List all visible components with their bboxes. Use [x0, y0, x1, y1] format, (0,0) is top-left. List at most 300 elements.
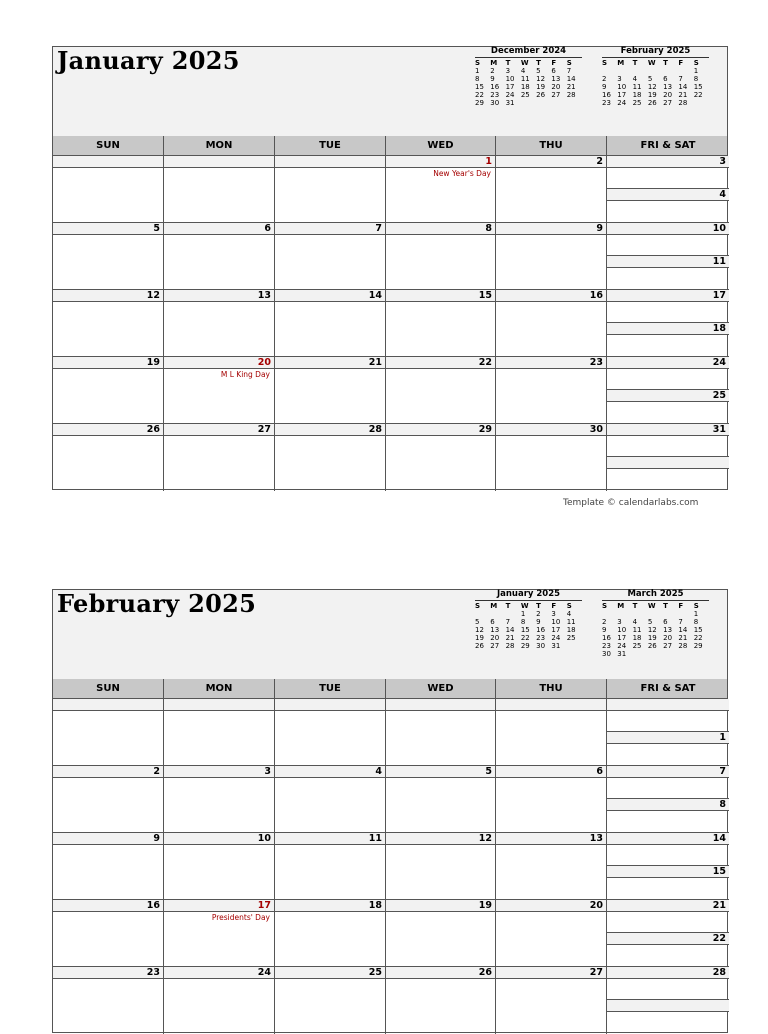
- mini-weekday: S: [693, 602, 699, 610]
- mini-day: 19: [475, 634, 484, 642]
- mini-weekday-row: [602, 59, 709, 67]
- day-number: 15: [386, 290, 495, 302]
- mini-day: [648, 650, 663, 658]
- day-number: [164, 156, 274, 168]
- mini-day: 12: [536, 75, 546, 83]
- saturday-cell[interactable]: [607, 189, 729, 223]
- mini-day: 8: [693, 618, 699, 626]
- mini-weekday: M: [617, 59, 625, 67]
- holiday-name: New Year's Day: [433, 169, 491, 178]
- mini-day: 21: [678, 91, 688, 99]
- day-number: 1: [386, 156, 495, 168]
- mini-day: 11: [632, 626, 642, 634]
- mini-day: 16: [602, 634, 611, 642]
- mini-weekday: S: [566, 59, 572, 67]
- mini-weekday: T: [663, 602, 668, 610]
- day-number: 28: [607, 967, 729, 979]
- mini-day: 1: [475, 67, 480, 75]
- mini-week-row: [475, 642, 582, 650]
- mini-day: [648, 67, 663, 75]
- weekday-header-sun: SUN: [53, 136, 164, 155]
- mini-day: 24: [617, 642, 627, 650]
- saturday-cell[interactable]: [607, 799, 729, 833]
- mini-day: [663, 610, 678, 618]
- day-number: 21: [607, 900, 729, 912]
- mini-weekday: W: [647, 602, 656, 610]
- day-number: 10: [164, 833, 274, 845]
- day-cell[interactable]: [275, 357, 386, 424]
- day-number: 8: [386, 223, 495, 235]
- mini-day: 21: [505, 634, 515, 642]
- day-number: [607, 457, 729, 469]
- day-cell[interactable]: [496, 699, 607, 766]
- mini-calendar-next: [602, 589, 709, 658]
- day-cell[interactable]: [164, 156, 275, 223]
- fri-sat-cell: [607, 357, 729, 424]
- month-header: [53, 47, 727, 137]
- mini-day: [567, 99, 582, 107]
- day-number: 28: [275, 424, 385, 436]
- weekday-header-sun: SUN: [53, 679, 164, 698]
- mini-day: 5: [475, 618, 480, 626]
- mini-day: 30: [602, 650, 611, 658]
- mini-day: [551, 99, 566, 107]
- mini-day: 29: [693, 642, 703, 650]
- weekday-header-fri-sat: FRI & SAT: [640, 683, 696, 694]
- day-number: 7: [275, 223, 385, 235]
- mini-day: 16: [602, 91, 611, 99]
- mini-week-row: [475, 67, 582, 75]
- mini-day: [663, 67, 678, 75]
- month-title: January 2025: [57, 46, 240, 75]
- day-number: 4: [607, 189, 729, 201]
- mini-day: [663, 650, 678, 658]
- mini-weekday-row: [475, 59, 582, 67]
- day-cell[interactable]: [164, 833, 275, 900]
- day-number: [164, 699, 274, 711]
- saturday-cell[interactable]: [607, 933, 729, 967]
- day-number: 12: [386, 833, 495, 845]
- day-cell[interactable]: [386, 699, 496, 766]
- day-cell[interactable]: [496, 424, 607, 491]
- mini-day: 6: [490, 618, 495, 626]
- mini-weekday: W: [520, 59, 529, 67]
- mini-day: [536, 99, 551, 107]
- mini-week-row: [475, 99, 582, 107]
- mini-day: 23: [602, 642, 611, 650]
- mini-calendar-title: January 2025: [475, 589, 582, 601]
- day-number: 24: [164, 967, 274, 979]
- mini-day: [648, 610, 663, 618]
- friday-cell[interactable]: [607, 699, 729, 732]
- mini-day: 25: [632, 642, 642, 650]
- saturday-cell[interactable]: [607, 256, 729, 290]
- mini-day: 11: [566, 618, 576, 626]
- day-cell[interactable]: [496, 900, 607, 967]
- mini-day: 22: [475, 91, 484, 99]
- day-cell[interactable]: [53, 290, 164, 357]
- mini-day: 28: [566, 91, 576, 99]
- mini-day: 27: [663, 642, 673, 650]
- mini-day: 12: [475, 626, 484, 634]
- day-number: [275, 699, 385, 711]
- mini-day: 31: [551, 642, 561, 650]
- mini-weekday: M: [490, 59, 498, 67]
- mini-day: 31: [617, 650, 627, 658]
- mini-week-row: [475, 91, 582, 99]
- day-number: 11: [607, 256, 729, 268]
- mini-calendar-prev: [475, 589, 582, 650]
- mini-day: [678, 67, 693, 75]
- mini-day: 10: [617, 626, 627, 634]
- mini-day: 4: [632, 75, 638, 83]
- day-number: 27: [496, 967, 606, 979]
- mini-weekday: S: [566, 602, 572, 610]
- day-cell[interactable]: [53, 699, 164, 766]
- mini-day: [521, 99, 536, 107]
- mini-day: 7: [678, 75, 683, 83]
- friday-cell[interactable]: [607, 156, 729, 189]
- day-number: 22: [607, 933, 729, 945]
- fri-sat-cell: [607, 833, 729, 900]
- day-number: 6: [496, 766, 606, 778]
- mini-day: 22: [693, 634, 703, 642]
- mini-day: [633, 67, 648, 75]
- mini-weekday: S: [602, 59, 608, 67]
- saturday-cell[interactable]: [607, 1000, 729, 1034]
- mini-day: 26: [647, 99, 657, 107]
- mini-week-row: [602, 75, 709, 83]
- mini-weekday: F: [551, 59, 557, 67]
- mini-day: 22: [520, 634, 530, 642]
- mini-calendar-title: February 2025: [602, 46, 709, 58]
- friday-cell[interactable]: [607, 290, 729, 323]
- weekday-header-mon: MON: [164, 679, 275, 698]
- mini-day: 13: [551, 75, 561, 83]
- mini-day: 17: [617, 91, 627, 99]
- day-number: 13: [496, 833, 606, 845]
- mini-day: 20: [663, 91, 673, 99]
- day-cell[interactable]: [164, 290, 275, 357]
- day-number: 3: [164, 766, 274, 778]
- mini-week-row: [602, 618, 709, 626]
- mini-day: 15: [693, 83, 703, 91]
- day-number: 23: [53, 967, 163, 979]
- day-cell[interactable]: [386, 223, 496, 290]
- weekday-header-fri-sat: FRI & SAT: [640, 140, 696, 151]
- mini-day: 4: [520, 67, 526, 75]
- weekday-header-row: [53, 679, 727, 699]
- saturday-cell[interactable]: [607, 866, 729, 900]
- mini-day: 2: [602, 618, 607, 626]
- day-cell[interactable]: [275, 156, 386, 223]
- mini-calendar-title: March 2025: [602, 589, 709, 601]
- day-number: 5: [386, 766, 495, 778]
- friday-cell[interactable]: [607, 833, 729, 866]
- saturday-cell[interactable]: [607, 323, 729, 357]
- mini-day: 30: [490, 99, 500, 107]
- mini-day: 6: [663, 618, 668, 626]
- mini-day: 30: [536, 642, 546, 650]
- friday-cell[interactable]: [607, 967, 729, 1000]
- day-cell[interactable]: [386, 900, 496, 967]
- mini-calendar-prev: [475, 46, 582, 107]
- day-cell[interactable]: [164, 766, 275, 833]
- day-cell[interactable]: [496, 357, 607, 424]
- day-number: 9: [496, 223, 606, 235]
- mini-day: 8: [693, 75, 699, 83]
- day-cell[interactable]: [164, 357, 275, 424]
- day-cell[interactable]: [164, 699, 275, 766]
- mini-day: [678, 650, 693, 658]
- friday-cell[interactable]: [607, 424, 729, 457]
- day-cell[interactable]: [386, 290, 496, 357]
- day-number: 18: [607, 323, 729, 335]
- mini-weekday: F: [678, 602, 684, 610]
- mini-day: [475, 610, 490, 618]
- day-cell[interactable]: [386, 357, 496, 424]
- mini-weekday: S: [602, 602, 608, 610]
- day-cell[interactable]: [496, 223, 607, 290]
- day-number: 18: [275, 900, 385, 912]
- saturday-cell[interactable]: [607, 457, 729, 491]
- mini-day: 1: [693, 67, 699, 75]
- mini-day: 5: [647, 75, 653, 83]
- mini-weekday: T: [632, 602, 638, 610]
- day-number: 15: [607, 866, 729, 878]
- day-cell[interactable]: [275, 699, 386, 766]
- mini-week-row: [475, 610, 582, 618]
- mini-day: [617, 610, 632, 618]
- day-cell[interactable]: [275, 424, 386, 491]
- friday-cell[interactable]: [607, 766, 729, 799]
- mini-day: 21: [566, 83, 576, 91]
- month-header: [53, 590, 727, 680]
- mini-weekday: S: [693, 59, 699, 67]
- mini-day: 25: [566, 634, 576, 642]
- mini-day: 12: [647, 626, 657, 634]
- day-number: 11: [275, 833, 385, 845]
- mini-day: 18: [566, 626, 576, 634]
- fri-sat-cell: [607, 424, 729, 491]
- month-calendar: [52, 589, 728, 1033]
- friday-cell[interactable]: [607, 900, 729, 933]
- day-cell[interactable]: [386, 833, 496, 900]
- day-cell[interactable]: [275, 833, 386, 900]
- day-cell[interactable]: [386, 766, 496, 833]
- mini-day: [694, 650, 709, 658]
- mini-weekday: S: [475, 602, 481, 610]
- mini-day: 23: [490, 91, 500, 99]
- mini-day: 28: [678, 99, 688, 107]
- mini-day: 4: [566, 610, 572, 618]
- mini-week-row: [602, 99, 709, 107]
- mini-day: 1: [693, 610, 699, 618]
- mini-day: 14: [566, 75, 576, 83]
- day-number: 10: [607, 223, 729, 235]
- mini-weekday-row: [602, 602, 709, 610]
- weekday-header-tue: TUE: [275, 679, 386, 698]
- day-cell[interactable]: [53, 424, 164, 491]
- fri-sat-cell: [607, 900, 729, 967]
- mini-day: 12: [647, 83, 657, 91]
- saturday-cell[interactable]: [607, 732, 729, 766]
- friday-cell[interactable]: [607, 223, 729, 256]
- mini-day: 15: [693, 626, 703, 634]
- weekday-header-wed: WED: [386, 136, 496, 155]
- mini-day: [567, 642, 582, 650]
- mini-day: 18: [632, 634, 642, 642]
- mini-day: 4: [632, 618, 638, 626]
- day-cell[interactable]: [496, 766, 607, 833]
- fri-sat-cell: [607, 156, 729, 223]
- mini-weekday: F: [551, 602, 557, 610]
- day-cell[interactable]: [53, 156, 164, 223]
- mini-day: 13: [663, 83, 673, 91]
- mini-weekday: T: [536, 602, 541, 610]
- mini-day: 2: [602, 75, 607, 83]
- mini-day: 17: [551, 626, 561, 634]
- saturday-cell[interactable]: [607, 390, 729, 424]
- day-number: 5: [53, 223, 163, 235]
- day-number: 4: [275, 766, 385, 778]
- mini-weekday: M: [617, 602, 625, 610]
- mini-week-row: [475, 83, 582, 91]
- day-cell[interactable]: [275, 900, 386, 967]
- mini-day: 29: [520, 642, 530, 650]
- mini-calendar-next: [602, 46, 709, 107]
- mini-weekday: W: [520, 602, 529, 610]
- day-cell[interactable]: [53, 357, 164, 424]
- mini-week-row: [602, 626, 709, 634]
- mini-day: 3: [617, 618, 622, 626]
- day-number: 9: [53, 833, 163, 845]
- mini-weekday-row: [475, 602, 582, 610]
- day-number: 29: [386, 424, 495, 436]
- mini-calendar-grid: [602, 59, 709, 107]
- mini-day: 25: [520, 91, 530, 99]
- mini-weekday: T: [505, 602, 511, 610]
- mini-day: 9: [536, 618, 541, 626]
- mini-week-row: [602, 610, 709, 618]
- weekday-header-row: [53, 136, 727, 156]
- mini-day: 3: [505, 67, 511, 75]
- weekday-header-thu: THU: [496, 679, 607, 698]
- mini-week-row: [602, 650, 709, 658]
- mini-day: 20: [490, 634, 500, 642]
- mini-day: 17: [617, 634, 627, 642]
- day-number: 2: [53, 766, 163, 778]
- day-cell[interactable]: [496, 290, 607, 357]
- holiday-name: M L King Day: [220, 370, 270, 379]
- mini-day: 28: [678, 642, 688, 650]
- mini-day: 24: [505, 91, 515, 99]
- day-cell[interactable]: [275, 290, 386, 357]
- day-cell[interactable]: [53, 900, 164, 967]
- day-cell[interactable]: [275, 766, 386, 833]
- mini-day: [506, 610, 521, 618]
- day-number: [496, 699, 606, 711]
- mini-day: [617, 67, 632, 75]
- day-number: 2: [496, 156, 606, 168]
- mini-weekday: W: [647, 59, 656, 67]
- mini-day: 10: [551, 618, 561, 626]
- mini-day: 8: [475, 75, 480, 83]
- mini-day: 29: [475, 99, 484, 107]
- mini-day: 25: [632, 99, 642, 107]
- friday-cell[interactable]: [607, 357, 729, 390]
- mini-week-row: [475, 75, 582, 83]
- day-number: 20: [496, 900, 606, 912]
- day-cell[interactable]: [164, 900, 275, 967]
- mini-day: 19: [647, 634, 657, 642]
- fri-sat-cell: [607, 699, 729, 766]
- day-number: [386, 699, 495, 711]
- day-number: 21: [275, 357, 385, 369]
- mini-day: 16: [490, 83, 500, 91]
- day-number: 30: [496, 424, 606, 436]
- month-calendar: [52, 46, 728, 490]
- mini-weekday: T: [663, 59, 668, 67]
- mini-week-row: [475, 634, 582, 642]
- day-cell[interactable]: [164, 424, 275, 491]
- month-title: February 2025: [57, 589, 257, 618]
- day-cell[interactable]: [53, 766, 164, 833]
- day-number: 14: [275, 290, 385, 302]
- mini-day: 24: [617, 99, 627, 107]
- mini-day: 1: [520, 610, 526, 618]
- day-number: 1: [607, 732, 729, 744]
- mini-calendar-grid: [602, 602, 709, 658]
- mini-day: 8: [520, 618, 526, 626]
- day-cell[interactable]: [496, 833, 607, 900]
- day-cell[interactable]: [386, 156, 496, 223]
- fri-sat-cell: [607, 290, 729, 357]
- day-cell[interactable]: [164, 223, 275, 290]
- day-cell[interactable]: [496, 156, 607, 223]
- mini-week-row: [602, 634, 709, 642]
- mini-day: 23: [536, 634, 546, 642]
- mini-day: 3: [551, 610, 556, 618]
- mini-weekday: T: [536, 59, 541, 67]
- day-number: 20: [164, 357, 274, 369]
- day-number: 24: [607, 357, 729, 369]
- mini-day: [602, 610, 617, 618]
- mini-day: 11: [632, 83, 642, 91]
- mini-day: 18: [520, 83, 530, 91]
- day-number: [607, 699, 729, 711]
- mini-day: 21: [678, 634, 688, 642]
- mini-weekday: T: [505, 59, 511, 67]
- day-cell[interactable]: [386, 424, 496, 491]
- day-number: 19: [53, 357, 163, 369]
- mini-day: 7: [678, 618, 683, 626]
- mini-day: [490, 610, 505, 618]
- day-cell[interactable]: [275, 223, 386, 290]
- mini-day: 24: [551, 634, 561, 642]
- day-number: 26: [53, 424, 163, 436]
- day-cell[interactable]: [53, 223, 164, 290]
- day-cell[interactable]: [53, 833, 164, 900]
- day-number: 6: [164, 223, 274, 235]
- day-number: 17: [164, 900, 274, 912]
- holiday-name: Presidents' Day: [211, 913, 270, 922]
- weekday-header-thu: THU: [496, 136, 607, 155]
- mini-day: 6: [551, 67, 556, 75]
- mini-day: 18: [632, 91, 642, 99]
- mini-day: 14: [678, 626, 688, 634]
- mini-day: 20: [663, 634, 673, 642]
